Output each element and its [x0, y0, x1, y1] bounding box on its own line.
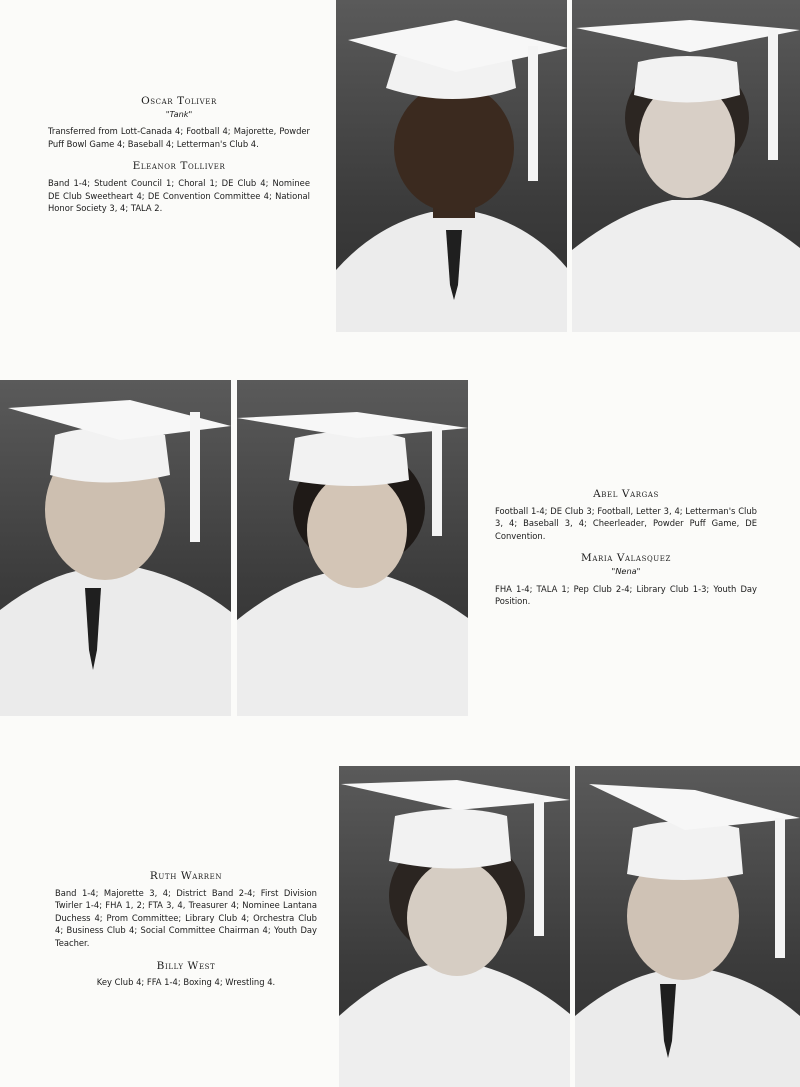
student-name: Abel Vargas — [593, 488, 659, 500]
student-name: Billy West — [156, 959, 216, 972]
bio-block-ruth-warren — [55, 870, 317, 999]
student-activities: Key Club 4; FFA 1-4; Boxing 4; Wrestling 4. — [96, 977, 276, 988]
student-activities: Band 1-4; Majorette 3, 4; District Band 2-4; First Division Twirler 1-4; FHA 1, 2; FTA 3, 4, Treasurer 4; Nominee Lantana Duchess 4; Prom Committee; Library Club 4; Orchestra Club 4; Business Club 4; Social Committee Chairman 4; Youth Day Teacher. — [55, 887, 317, 948]
bio-block-abel-vargas — [495, 488, 757, 618]
student-name: Eleanor Tolliver — [132, 160, 226, 173]
student-nickname: "Tank" — [165, 108, 193, 119]
student-activities: FHA 1-4; TALA 1; Pep Club 2-4; Library Club 1-3; Youth Day Position. — [495, 583, 757, 607]
student-activities: Football 1-4; DE Club 3; Football, Letter 3, 4; Letterman's Club 3, 4; Baseball 3, 4; Cheerleader, Powder Puff Game, DE Convention. — [495, 505, 757, 541]
portrait-photo-ruth-warren — [339, 766, 570, 1087]
portrait-photo-maria-valasquez — [237, 380, 468, 716]
student-name: Ruth Warren — [149, 870, 223, 882]
student-nickname: "Nena" — [611, 565, 641, 576]
bio-block-oscar-toliver — [48, 95, 310, 225]
portrait-photo-oscar-toliver — [336, 0, 567, 332]
student-activities: Transferred from Lott-Canada 4; Football 4; Majorette, Powder Puff Bowl Game 4; Baseball 4; Letterman's Club 4. — [48, 126, 310, 149]
student-activities: Band 1-4; Student Council 1; Choral 1; DE Club 4; Nominee DE Club Sweetheart 4; DE Convention Committee 4; National Honor Society 3, 4; TALA 2. — [48, 177, 310, 214]
student-name: Maria Valasquez — [581, 552, 671, 565]
portrait-photo-abel-vargas — [0, 380, 231, 716]
portrait-photo-billy-west — [575, 766, 800, 1087]
student-name: Oscar Toliver — [141, 95, 217, 107]
portrait-photo-eleanor-tolliver — [572, 0, 800, 332]
